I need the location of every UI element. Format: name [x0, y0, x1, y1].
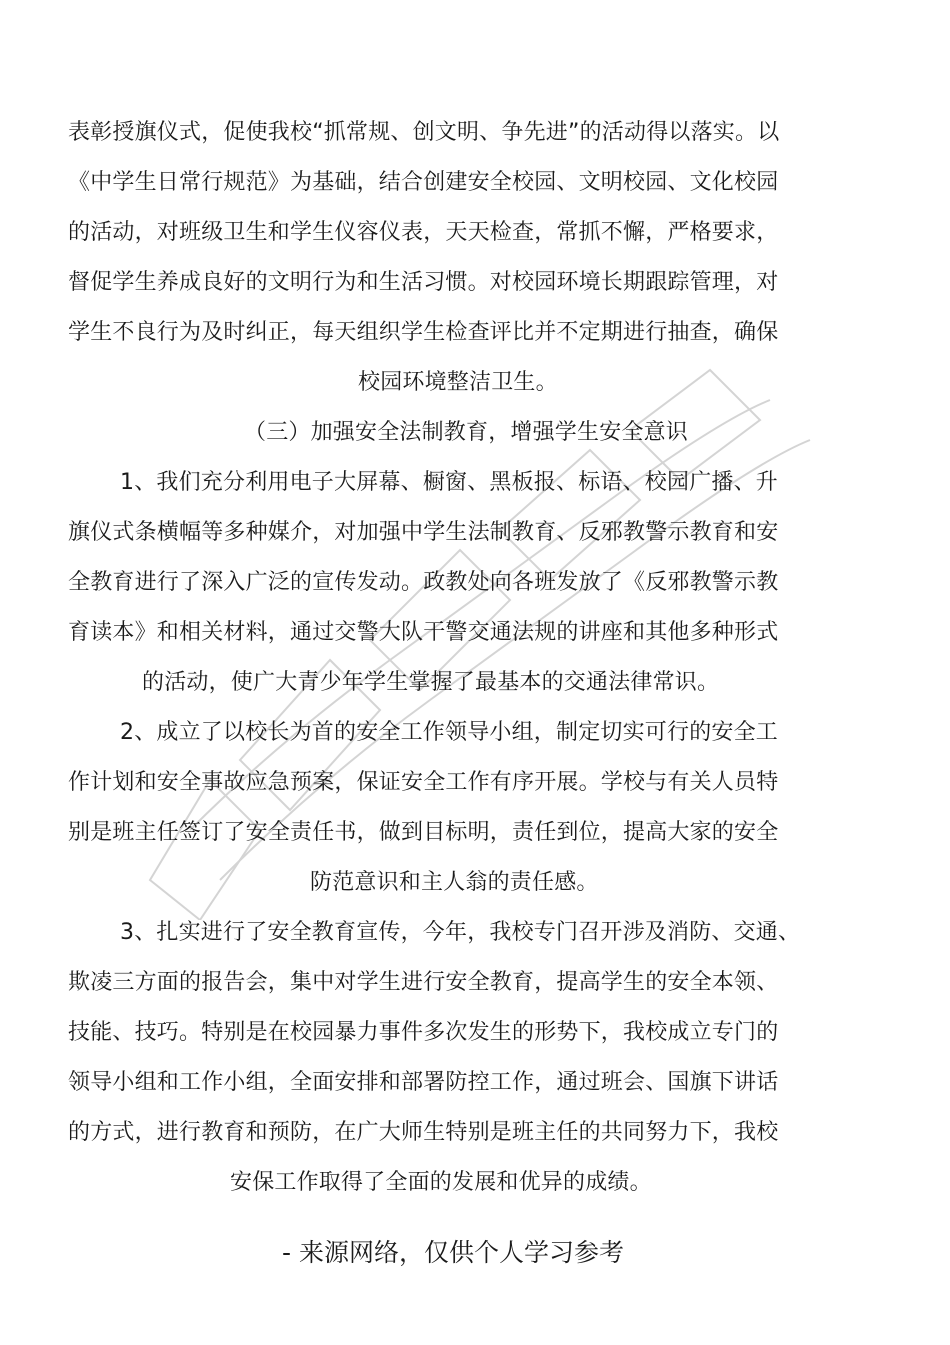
paragraph-line: 表彰授旗仪式，促使我校“抓常规、创文明、争先进”的活动得以落实。以: [68, 120, 780, 145]
paragraph-line: 督促学生养成良好的文明行为和生活习惯。对校园环境长期跟踪管理，对: [68, 270, 779, 295]
paragraph-line: 领导小组和工作小组，全面安排和部署防控工作，通过班会、国旗下讲话: [68, 1070, 779, 1095]
paragraph-line: 《中学生日常行规范》为基础，结合创建安全校园、文明校园、文化校园: [68, 170, 779, 195]
paragraph-line: 1、我们充分利用电子大屏幕、橱窗、黑板报、标语、校园广播、升: [120, 470, 778, 495]
paragraph-line: 校园环境整洁卫生。: [358, 370, 558, 395]
paragraph-line: 技能、技巧。特别是在校园暴力事件多次发生的形势下，我校成立专门的: [68, 1020, 779, 1045]
section-heading: （三）加强安全法制教育，增强学生安全意识: [244, 420, 689, 445]
paragraph-line: 的活动，使广大青少年学生掌握了最基本的交通法律常识。: [142, 670, 720, 695]
paragraph-line: 作计划和安全事故应急预案，保证安全工作有序开展。学校与有关人员特: [68, 770, 779, 795]
paragraph-line: 学生不良行为及时纠正，每天组织学生检查评比并不定期进行抽查，确保: [68, 320, 779, 345]
paragraph-line: 2、成立了以校长为首的安全工作领导小组，制定切实可行的安全工: [120, 720, 778, 745]
paragraph-line: 全教育进行了深入广泛的宣传发动。政教处向各班发放了《反邪教警示教: [68, 570, 779, 595]
paragraph-line: 育读本》和相关材料，通过交警大队干警交通法规的讲座和其他多种形式: [68, 620, 779, 645]
paragraph-line: 防范意识和主人翁的责任感。: [310, 870, 599, 895]
paragraph-line: 3、扎实进行了安全教育宣传，今年，我校专门召开涉及消防、交通、: [120, 920, 801, 945]
paragraph-line: 的活动，对班级卫生和学生仪容仪表，天天检查，常抓不懈，严格要求，: [68, 220, 779, 245]
paragraph-line: 的方式，进行教育和预防，在广大师生特别是班主任的共同努力下，我校: [68, 1120, 779, 1145]
paragraph-line: 欺凌三方面的报告会，集中对学生进行安全教育，提高学生的安全本领、: [68, 970, 779, 995]
paragraph-line: 安保工作取得了全面的发展和优异的成绩。: [230, 1170, 652, 1195]
paragraph-line: 旗仪式条横幅等多种媒介，对加强中学生法制教育、反邪教警示教育和安: [68, 520, 779, 545]
footer-note: - 来源网络，仅供个人学习参考: [282, 1238, 624, 1267]
paragraph-line: 别是班主任签订了安全责任书，做到目标明，责任到位，提高大家的安全: [68, 820, 779, 845]
